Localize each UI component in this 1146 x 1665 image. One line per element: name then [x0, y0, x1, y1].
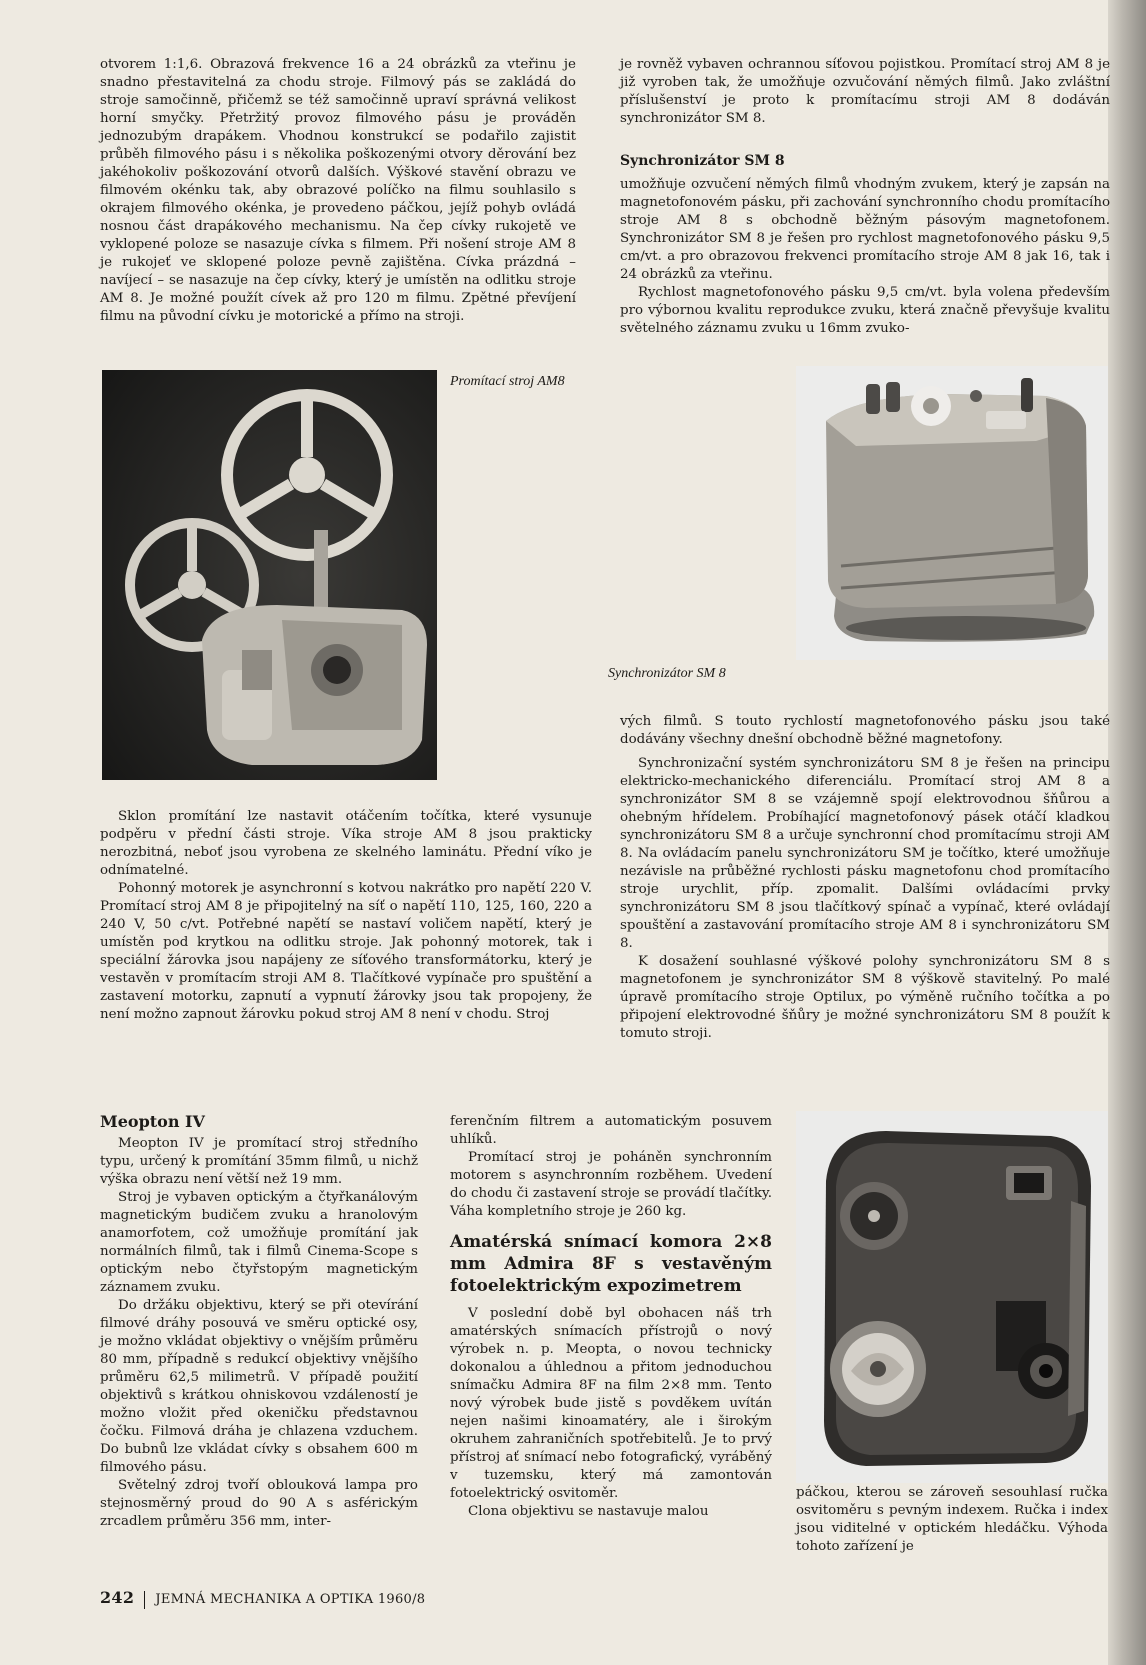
bottom-right-column	[796, 1484, 1108, 1556]
paragraph: je rovněž vybaven ochrannou síťovou pojistkou. Promítací stroj AM 8 je již vyroben tak, že umožňuje ozvučování němých filmů. Jako zvláštní příslušenství je proto k promítacímu stroji AM 8 dodáván synchronizátor SM 8.	[620, 57, 1110, 126]
paragraph: Clona objektivu se nastavuje malou	[468, 1504, 709, 1519]
middle-right-column	[620, 713, 1110, 1043]
synchronizer-caption: Synchronizátor SM 8	[608, 666, 726, 681]
paragraph: Rychlost magnetofonového pásku 9,5 cm/vt. byla volena především pro výbornou kvalitu reprodukce zvuku, která značně převyšuje kvalitu světelného záznamu zvuku u 16mm zvuko-	[620, 285, 1110, 336]
journal-title: JEMNÁ MECHANIKA A OPTIKA 1960/8	[155, 1592, 426, 1607]
paragraph: otvorem 1:1,6. Obrazová frekvence 16 a 24 obrázků za vteřinu je snadno přestavitelná za chodu stroje. Filmový pás se zakládá do stroje samočinně, přičemž se též samočinně upraví správná velikost horní smyčky. Přetržitý provoz filmového pásu je prováděn jednozubým drapákem. Vhodnou konstrukcí se podařilo zajistit průběh filmového pásu i s několika poškozenými otvory děrování bez jakéhokoliv poškozování otvorů dalších. Výškové stavění obrazu ve filmovém okénku tak, aby obrazové políčko na filmu souhlasilo s okrajem filmového okénka, je provedeno páčkou, jejíž pohyb ovládá nosnou část drapákového mechanismu. Na čep cívky rukojetě ve vyklopené poloze se nasazuje cívka s filmem. Při nošení stroje AM 8 je rukojeť ve sklopené poloze pevně zajištěna. Cívka prázdná – navíjecí – se nasazuje na čep cívky, který je umístěn na odlitku stroje AM 8. Je možné použít cívek až pro 120 m filmu. Zpětné převíjení filmu na původní cívku je motorické a přímo na stroji.	[100, 57, 576, 324]
paragraph: páčkou, kterou se zároveň sesouhlasí ručka osvitoměru s pevným indexem. Ručka i index jsou viditelné v optickém hledáčku. Výhoda tohoto zařízení je	[796, 1485, 1108, 1554]
synchronizer-photo	[796, 366, 1108, 660]
paragraph: Do držáku objektivu, který se při otevírání filmové dráhy posouvá ve směru optické osy, je možno vkládat objektivy o vnějším průměru 80 mm, případně s redukcí objektivy vnějšího průměru 62,5 milimetrů. V případě použití objektivů s krátkou ohniskovou vzdáleností je možno vložit před okeničku představnou čočku. Filmová dráha je chlazena vzduchem. Do bubnů lze vkládat cívky s obsahem 600 m filmového pásu.	[100, 1298, 418, 1475]
page-edge-shadow	[1108, 0, 1146, 1665]
section-heading-synchronizer: Synchronizátor SM 8	[620, 153, 785, 169]
middle-left-column	[100, 808, 592, 1024]
section-heading-meopton: Meopton IV	[100, 1112, 205, 1131]
projector-photo	[102, 370, 437, 780]
paragraph: Světelný zdroj tvoří oblouková lampa pro stejnosměrný proud do 90 A s asférickým zrcadlem průměru 356 mm, inter-	[100, 1478, 418, 1529]
paragraph: Stroj je vybaven optickým a čtyřkanálovým magnetickým budičem zvuku a hranolovým anamorfotem, což umožňuje promítání jak normálních filmů, tak i filmů Cinema-Scope s optickým nebo čtyřstopým magnetickým záznamem zvuku.	[100, 1190, 418, 1295]
bottom-left-column	[100, 1113, 418, 1531]
bottom-middle-column	[450, 1113, 772, 1521]
paragraph: vých filmů. S touto rychlostí magnetofonového pásku jsou také dodávány všechny dnešní obchodně běžné magnetofony.	[620, 714, 1110, 747]
projector-caption: Promítací stroj AM8	[450, 374, 565, 389]
paragraph: Sklon promítání lze nastavit otáčením točítka, které vysunuje podpěru v přední části stroje. Víka stroje AM 8 jsou prakticky nerozbitná, neboť jsou vyrobena ze skelného laminátu. Přední víko je odnímatelné.	[100, 809, 592, 878]
synchronizer-illustration	[796, 366, 1108, 660]
top-left-column	[100, 56, 576, 326]
paragraph: V poslední době byl obohacen náš trh amatérských snímacích přístrojů o nový výrobek n. p. Meopta, o novou technicky dokonalou a úhlednou a přitom jednoduchou snímačku Admira 8F na film 2×8 mm. Tento nový výrobek bude jistě s povděkem uvítán nejen našimi kinoamatéry, ale i širokým okruhem zahraničních spotřebitelů. Je to prvý přístroj ať snímací nebo fotografický, vyráběný v tuzemsku, který má zamontován fotoelektrický osvitoměr.	[450, 1306, 772, 1501]
page-number: 242	[100, 1588, 135, 1607]
footer-divider	[144, 1591, 145, 1609]
camera-illustration	[796, 1111, 1108, 1483]
paragraph: Synchronizační systém synchronizátoru SM 8 je řešen na principu elektricko-mechanického diferenciálu. Promítací stroj AM 8 a synchronizátor SM 8 se vzájemně spojí elektrovodnou šňůrou a ohebným hřídelem. Probíhající magnetofonový pásek otáčí kladkou synchronizátoru SM 8 a určuje synchronní chod promítacímu stroji AM 8. Na ovládacím panelu synchronizátoru SM je točítko, které umožňuje nezávisle na průběžné rychlosti pásku magnetofonu chod promítacího stroje urychlit, příp. zpomalit. Dalšími ovládacími prvky synchronizátoru SM 8 jsou tlačítkový spínač a vypínač, které ovládají spouštění a zastavování promítacího stroje AM 8 i synchronizátoru SM 8.	[620, 756, 1110, 951]
top-right-column	[620, 56, 1110, 338]
paragraph: Promítací stroj je poháněn synchronním motorem s asynchronním rozběhem. Uvedení do chodu či zastavení stroje se provádí tlačítky. Váha kompletního stroje je 260 kg.	[450, 1150, 772, 1219]
page-footer	[100, 1588, 425, 1609]
camera-photo	[796, 1111, 1108, 1483]
paragraph: ferenčním filtrem a automatickým posuvem uhlíků.	[450, 1114, 772, 1147]
section-heading-admira: Amatérská snímací komora 2×8 mm Admira 8F s vestavěným fotoelektrickým expozimetrem	[450, 1232, 772, 1296]
projector-illustration	[102, 370, 437, 780]
paragraph: Meopton IV je promítací stroj středního typu, určený k promítání 35mm filmů, u nichž výška obrazu není větší než 19 mm.	[100, 1136, 418, 1187]
paragraph: umožňuje ozvučení němých filmů vhodným zvukem, který je zapsán na magnetofonovém pásku, při zachování synchronního chodu promítacího stroje AM 8 s obchodně běžným pásovým magnetofonem. Synchronizátor SM 8 je řešen pro rychlost magnetofonového pásku 9,5 cm/vt. a pro obrazovou frekvenci promítacího stroje AM 8 jak 16, tak i 24 obrázků za vteřinu.	[620, 177, 1110, 282]
paragraph: K dosažení souhlasné výškové polohy synchronizátoru SM 8 s magnetofonem je synchronizátor SM 8 výškově stavitelný. Po malé úpravě promítacího stroje Optilux, po výměně ručního točítka a po připojení elektrovodné šňůry je možné synchronizátoru SM 8 použít k tomuto stroji.	[620, 954, 1110, 1041]
paragraph: Pohonný motorek je asynchronní s kotvou nakrátko pro napětí 220 V. Promítací stroj AM 8 je připojitelný na síť o napětí 110, 125, 160, 220 a 240 V, 50 c/vt. Potřebné napětí se nastaví voličem napětí, který je umístěn pod krytkou na odlitku stroje. Jak pohonný motorek, tak i speciální žárovka jsou napájeny ze síťového transformátorku, který je vestavěn v promítacím stroji AM 8. Tlačítkové vypínače pro spuštění a zastavení motorku, zapnutí a vypnutí žárovky jsou tak propojeny, že není možno zapnout žárovku pokud stroj AM 8 není v chodu. Stroj	[100, 881, 592, 1022]
